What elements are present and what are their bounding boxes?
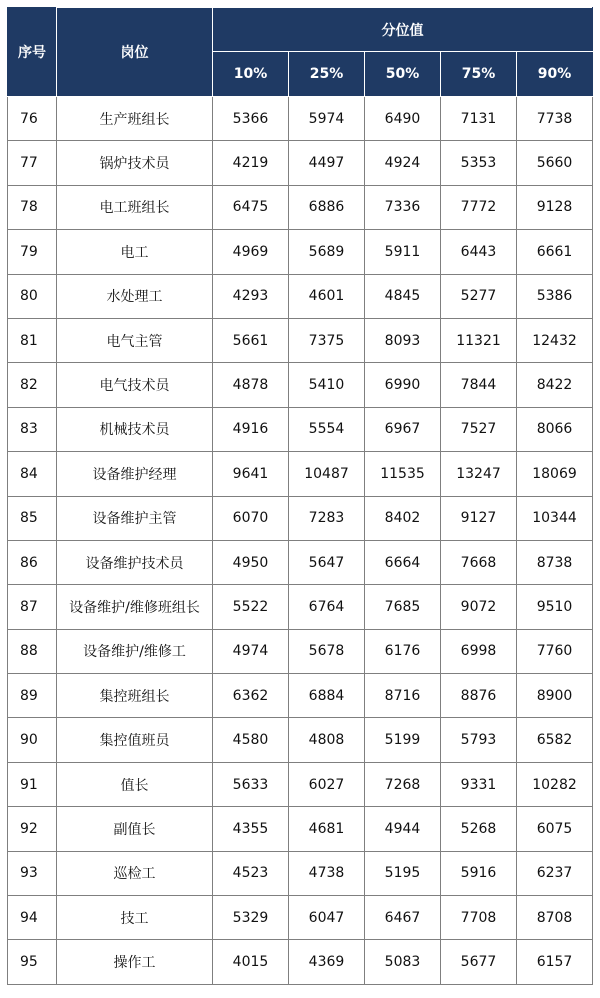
table-row: [8, 762, 593, 806]
value-cell-p10: 6475: [213, 185, 289, 229]
value-cell-p75: 9072: [441, 585, 517, 629]
value-cell-p90: 8422: [517, 363, 593, 407]
value-cell-p90: 8738: [517, 540, 593, 584]
row-index-cell: 87: [8, 585, 57, 629]
row-index-cell: 78: [8, 185, 57, 229]
value-cell-p25: 4738: [289, 851, 365, 895]
value-cell-p50: 5199: [365, 718, 441, 762]
value-cell-p25: 4681: [289, 807, 365, 851]
value-cell-p75: 7708: [441, 896, 517, 940]
value-cell-p75: 9127: [441, 496, 517, 540]
row-index-cell: 85: [8, 496, 57, 540]
table-row: [8, 807, 593, 851]
value-cell-p75: 11321: [441, 318, 517, 362]
value-cell-p50: 6664: [365, 540, 441, 584]
value-cell-p10: 4878: [213, 363, 289, 407]
value-cell-p10: 4950: [213, 540, 289, 584]
value-cell-p90: 6237: [517, 851, 593, 895]
value-cell-p50: 8093: [365, 318, 441, 362]
value-cell-p10: 4015: [213, 940, 289, 984]
value-cell-p75: 7131: [441, 97, 517, 141]
table-row: [8, 718, 593, 762]
value-cell-p90: 5660: [517, 141, 593, 185]
value-cell-p50: 6176: [365, 629, 441, 673]
value-cell-p25: 6764: [289, 585, 365, 629]
value-cell-p25: 4369: [289, 940, 365, 984]
header-p50: 50%: [365, 52, 441, 97]
row-index-cell: 90: [8, 718, 57, 762]
value-cell-p75: 8876: [441, 674, 517, 718]
value-cell-p75: 5353: [441, 141, 517, 185]
row-index-cell: 91: [8, 762, 57, 806]
value-cell-p10: 9641: [213, 452, 289, 496]
value-cell-p90: 5386: [517, 274, 593, 318]
row-index-cell: 81: [8, 318, 57, 362]
value-cell-p50: 5083: [365, 940, 441, 984]
value-cell-p10: 5661: [213, 318, 289, 362]
value-cell-p90: 8066: [517, 407, 593, 451]
table-row: [8, 141, 593, 185]
value-cell-p50: 4944: [365, 807, 441, 851]
value-cell-p50: 5911: [365, 230, 441, 274]
table-row: [8, 674, 593, 718]
value-cell-p75: 7772: [441, 185, 517, 229]
value-cell-p25: 6884: [289, 674, 365, 718]
table-body: [8, 97, 593, 985]
value-cell-p75: 5268: [441, 807, 517, 851]
value-cell-p50: 7336: [365, 185, 441, 229]
value-cell-p90: 7760: [517, 629, 593, 673]
value-cell-p90: 18069: [517, 452, 593, 496]
value-cell-p75: 6443: [441, 230, 517, 274]
value-cell-p10: 4293: [213, 274, 289, 318]
value-cell-p50: 5195: [365, 851, 441, 895]
value-cell-p90: 6075: [517, 807, 593, 851]
value-cell-p75: 6998: [441, 629, 517, 673]
value-cell-p25: 4497: [289, 141, 365, 185]
table-row: [8, 896, 593, 940]
position-cell: 设备维护/维修工: [57, 629, 213, 673]
table-row: [8, 274, 593, 318]
table-row: [8, 585, 593, 629]
row-index-cell: 82: [8, 363, 57, 407]
header-position: 岗位: [57, 8, 213, 97]
value-cell-p90: 9510: [517, 585, 593, 629]
table-row: [8, 230, 593, 274]
value-cell-p10: 4523: [213, 851, 289, 895]
value-cell-p10: 4355: [213, 807, 289, 851]
value-cell-p90: 7738: [517, 97, 593, 141]
table-row: [8, 540, 593, 584]
row-index-cell: 77: [8, 141, 57, 185]
value-cell-p10: 6362: [213, 674, 289, 718]
position-cell: 生产班组长: [57, 97, 213, 141]
header-p90: 90%: [517, 52, 593, 97]
position-cell: 集控值班员: [57, 718, 213, 762]
row-index-cell: 80: [8, 274, 57, 318]
position-cell: 巡检工: [57, 851, 213, 895]
value-cell-p50: 11535: [365, 452, 441, 496]
value-cell-p75: 7527: [441, 407, 517, 451]
value-cell-p90: 10344: [517, 496, 593, 540]
value-cell-p90: 9128: [517, 185, 593, 229]
value-cell-p10: 5366: [213, 97, 289, 141]
row-index-cell: 86: [8, 540, 57, 584]
row-index-cell: 76: [8, 97, 57, 141]
value-cell-p10: 6070: [213, 496, 289, 540]
value-cell-p75: 9331: [441, 762, 517, 806]
value-cell-p90: 10282: [517, 762, 593, 806]
value-cell-p25: 4808: [289, 718, 365, 762]
table-row: [8, 851, 593, 895]
row-index-cell: 95: [8, 940, 57, 984]
value-cell-p90: 8708: [517, 896, 593, 940]
value-cell-p75: 7668: [441, 540, 517, 584]
position-cell: 技工: [57, 896, 213, 940]
value-cell-p25: 5410: [289, 363, 365, 407]
value-cell-p50: 7685: [365, 585, 441, 629]
value-cell-p25: 7375: [289, 318, 365, 362]
value-cell-p25: 4601: [289, 274, 365, 318]
position-cell: 水处理工: [57, 274, 213, 318]
position-cell: 操作工: [57, 940, 213, 984]
row-index-cell: 89: [8, 674, 57, 718]
value-cell-p10: 5522: [213, 585, 289, 629]
value-cell-p90: 8900: [517, 674, 593, 718]
position-cell: 锅炉技术员: [57, 141, 213, 185]
position-cell: 设备维护技术员: [57, 540, 213, 584]
table-row: [8, 496, 593, 540]
value-cell-p75: 13247: [441, 452, 517, 496]
position-cell: 设备维护主管: [57, 496, 213, 540]
value-cell-p50: 6467: [365, 896, 441, 940]
value-cell-p75: 5277: [441, 274, 517, 318]
position-cell: 设备维护经理: [57, 452, 213, 496]
value-cell-p90: 12432: [517, 318, 593, 362]
value-cell-p50: 8716: [365, 674, 441, 718]
value-cell-p10: 4580: [213, 718, 289, 762]
value-cell-p25: 5689: [289, 230, 365, 274]
position-cell: 机械技术员: [57, 407, 213, 451]
position-cell: 电工: [57, 230, 213, 274]
value-cell-p50: 6490: [365, 97, 441, 141]
salary-percentile-table: [7, 7, 593, 985]
value-cell-p75: 7844: [441, 363, 517, 407]
value-cell-p10: 4969: [213, 230, 289, 274]
value-cell-p75: 5916: [441, 851, 517, 895]
row-index-cell: 94: [8, 896, 57, 940]
value-cell-p50: 6967: [365, 407, 441, 451]
row-index-cell: 93: [8, 851, 57, 895]
position-cell: 设备维护/维修班组长: [57, 585, 213, 629]
value-cell-p50: 4845: [365, 274, 441, 318]
value-cell-p90: 6661: [517, 230, 593, 274]
value-cell-p25: 5554: [289, 407, 365, 451]
value-cell-p75: 5793: [441, 718, 517, 762]
row-index-cell: 79: [8, 230, 57, 274]
value-cell-p50: 6990: [365, 363, 441, 407]
value-cell-p25: 6047: [289, 896, 365, 940]
value-cell-p90: 6157: [517, 940, 593, 984]
table-row: [8, 185, 593, 229]
header-p10: 10%: [213, 52, 289, 97]
value-cell-p25: 6886: [289, 185, 365, 229]
table-row: [8, 97, 593, 141]
header-p25: 25%: [289, 52, 365, 97]
row-index-cell: 83: [8, 407, 57, 451]
position-cell: 电气主管: [57, 318, 213, 362]
row-index-cell: 92: [8, 807, 57, 851]
value-cell-p25: 5974: [289, 97, 365, 141]
value-cell-p25: 5647: [289, 540, 365, 584]
value-cell-p75: 5677: [441, 940, 517, 984]
table-header: [8, 8, 593, 97]
salary-percentile-table-container: [7, 7, 593, 985]
value-cell-p10: 5329: [213, 896, 289, 940]
header-index: 序号: [8, 8, 57, 97]
row-index-cell: 84: [8, 452, 57, 496]
header-p75: 75%: [441, 52, 517, 97]
value-cell-p25: 7283: [289, 496, 365, 540]
table-row: [8, 363, 593, 407]
table-row: [8, 452, 593, 496]
table-row: [8, 318, 593, 362]
value-cell-p25: 10487: [289, 452, 365, 496]
header-percentile-group: 分位值: [213, 8, 593, 52]
value-cell-p50: 7268: [365, 762, 441, 806]
value-cell-p25: 5678: [289, 629, 365, 673]
value-cell-p50: 4924: [365, 141, 441, 185]
table-row: [8, 940, 593, 984]
table-row: [8, 407, 593, 451]
value-cell-p25: 6027: [289, 762, 365, 806]
value-cell-p90: 6582: [517, 718, 593, 762]
value-cell-p10: 5633: [213, 762, 289, 806]
value-cell-p10: 4219: [213, 141, 289, 185]
position-cell: 副值长: [57, 807, 213, 851]
table-row: [8, 629, 593, 673]
value-cell-p10: 4974: [213, 629, 289, 673]
position-cell: 电工班组长: [57, 185, 213, 229]
value-cell-p10: 4916: [213, 407, 289, 451]
position-cell: 集控班组长: [57, 674, 213, 718]
value-cell-p50: 8402: [365, 496, 441, 540]
position-cell: 电气技术员: [57, 363, 213, 407]
row-index-cell: 88: [8, 629, 57, 673]
position-cell: 值长: [57, 762, 213, 806]
